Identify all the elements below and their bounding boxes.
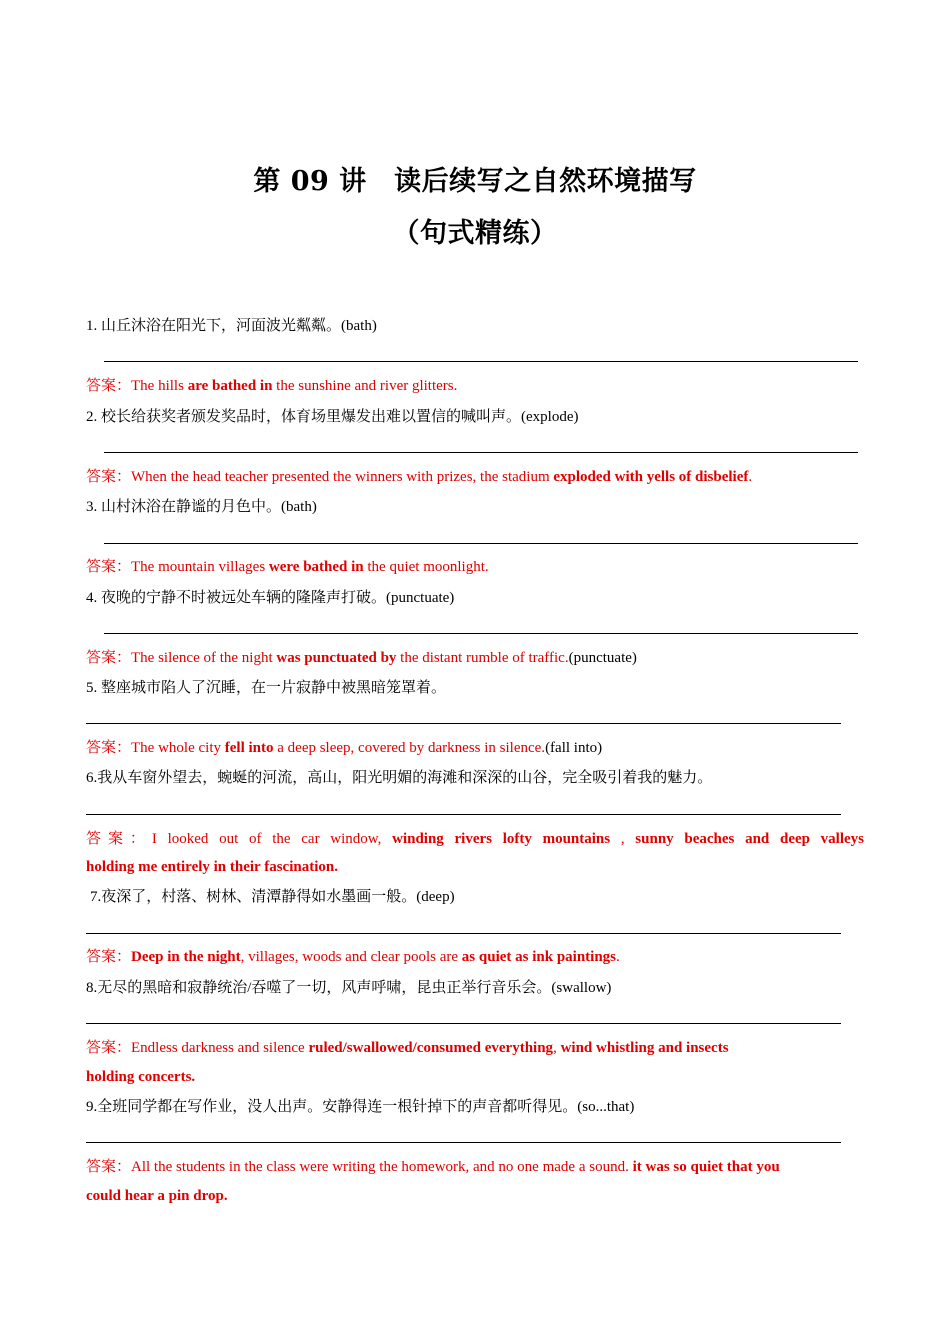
answer-key-phrase: could hear a pin drop. (86, 1188, 228, 1204)
question-7: 7.夜深了，村落、树林、清潭静得如水墨画一般。(deep) (90, 889, 455, 905)
answer-key-phrase: sunny beaches and deep valleys (635, 831, 865, 847)
answer-key-phrase: ruled/swallowed/consumed everything (308, 1040, 554, 1056)
answer-text: , (553, 1040, 561, 1056)
question-8: 8.无尽的黑暗和寂静统治/吞噬了一切，风声呼啸，昆虫正举行音乐会。(swallow) (86, 980, 612, 996)
answer-1 (86, 376, 457, 396)
answer-5 (86, 738, 602, 758)
answer-4 (86, 648, 637, 668)
answer-6-continued (86, 857, 338, 877)
answer-label: 答案： (86, 559, 132, 575)
question-4: 4. 夜晚的宁静不时被远处车辆的隆隆声打破。(punctuate) (86, 590, 455, 606)
question-2: 2. 校长给获奖者颁发奖品时，体育场里爆发出难以置信的喊叫声。(explode) (86, 409, 579, 425)
answer-keyword-note: (fall into) (545, 740, 603, 756)
answer-text: Endless darkness and silence (131, 1040, 309, 1056)
answer-key-phrase: Deep in the night (131, 949, 241, 965)
answer-text: The silence of the night (131, 650, 277, 666)
answer-text: I looked out of the car window, (151, 831, 393, 847)
answer-text: . (748, 469, 753, 485)
answer-8 (86, 1038, 729, 1058)
question-1: 1. 山丘沐浴在阳光下，河面波光粼粼。(bath) (86, 318, 377, 334)
question-3: 3. 山村沐浴在静谧的月色中。(bath) (86, 499, 317, 515)
answer-7 (86, 947, 620, 967)
answer-9-continued (86, 1186, 228, 1206)
answer-label: 答案： (86, 831, 152, 847)
answer-label: 答案： (86, 1040, 132, 1056)
answer-text: . (616, 949, 620, 965)
answer-text: the quiet moonlight. (363, 559, 489, 575)
answer-label: 答案： (86, 650, 132, 666)
question-5: 5. 整座城市陷人了沉睡，在一片寂静中被黑暗笼罩着。 (86, 680, 447, 696)
answer-6 (86, 829, 864, 849)
page-subtitle: （句式精练） (392, 218, 558, 249)
answer-keyword-note: (punctuate) (568, 650, 637, 666)
answer-9 (86, 1157, 780, 1177)
answer-blank-4 (104, 633, 858, 634)
answer-text: The mountain villages (131, 559, 269, 575)
answer-label: 答案： (86, 378, 132, 394)
question-6: 6.我从车窗外望去，蜿蜒的河流，高山，阳光明媚的海滩和深深的山谷，完全吸引着我的魅力。 (86, 770, 713, 786)
answer-text: a deep sleep, covered by darkness in silence. (273, 740, 546, 756)
answer-2 (86, 467, 752, 487)
answer-8-continued (86, 1067, 195, 1087)
answer-text: The whole city (131, 740, 225, 756)
answer-text: the sunshine and river glitters. (272, 378, 458, 394)
answer-text: , (610, 831, 636, 847)
answer-blank-6 (86, 814, 841, 815)
page-title: 第 09 讲 读后续写之自然环境描写 (253, 166, 697, 197)
answer-text: the distant rumble of traffic. (396, 650, 569, 666)
answer-key-phrase: wind whistling and insects (560, 1040, 729, 1056)
answer-key-phrase: was punctuated by (276, 650, 397, 666)
answer-blank-3 (104, 543, 858, 544)
answer-blank-1 (104, 361, 858, 362)
answer-key-phrase: it was so quiet that you (632, 1159, 780, 1175)
answer-text: , villages, woods and clear pools are (240, 949, 462, 965)
answer-3 (86, 557, 489, 577)
answer-label: 答案： (86, 1159, 132, 1175)
answer-key-phrase: holding me entirely in their fascination. (86, 859, 338, 875)
answer-key-phrase: fell into (224, 740, 274, 756)
answer-blank-8 (86, 1023, 841, 1024)
answer-key-phrase: exploded with yells of disbelief (553, 469, 749, 485)
answer-text: All the students in the class were writing the homework, and no one made a sound. (131, 1159, 633, 1175)
question-9: 9.全班同学都在写作业，没人出声。安静得连一根针掉下的声音都听得见。(so...that) (86, 1099, 635, 1115)
answer-key-phrase: are bathed in (187, 378, 273, 394)
answer-blank-9 (86, 1142, 841, 1143)
answer-key-phrase: as quiet as ink paintings (461, 949, 617, 965)
answer-blank-7 (86, 933, 841, 934)
answer-label: 答案： (86, 949, 132, 965)
answer-text: When the head teacher presented the winners with prizes, the stadium (131, 469, 554, 485)
answer-text: The hills (131, 378, 188, 394)
answer-label: 答案： (86, 740, 132, 756)
answer-blank-2 (104, 452, 858, 453)
answer-key-phrase: holding concerts. (86, 1069, 196, 1085)
answer-key-phrase: winding rivers lofty mountains (392, 831, 611, 847)
answer-key-phrase: were bathed in (268, 559, 364, 575)
answer-label: 答案： (86, 469, 132, 485)
answer-blank-5 (86, 723, 841, 724)
